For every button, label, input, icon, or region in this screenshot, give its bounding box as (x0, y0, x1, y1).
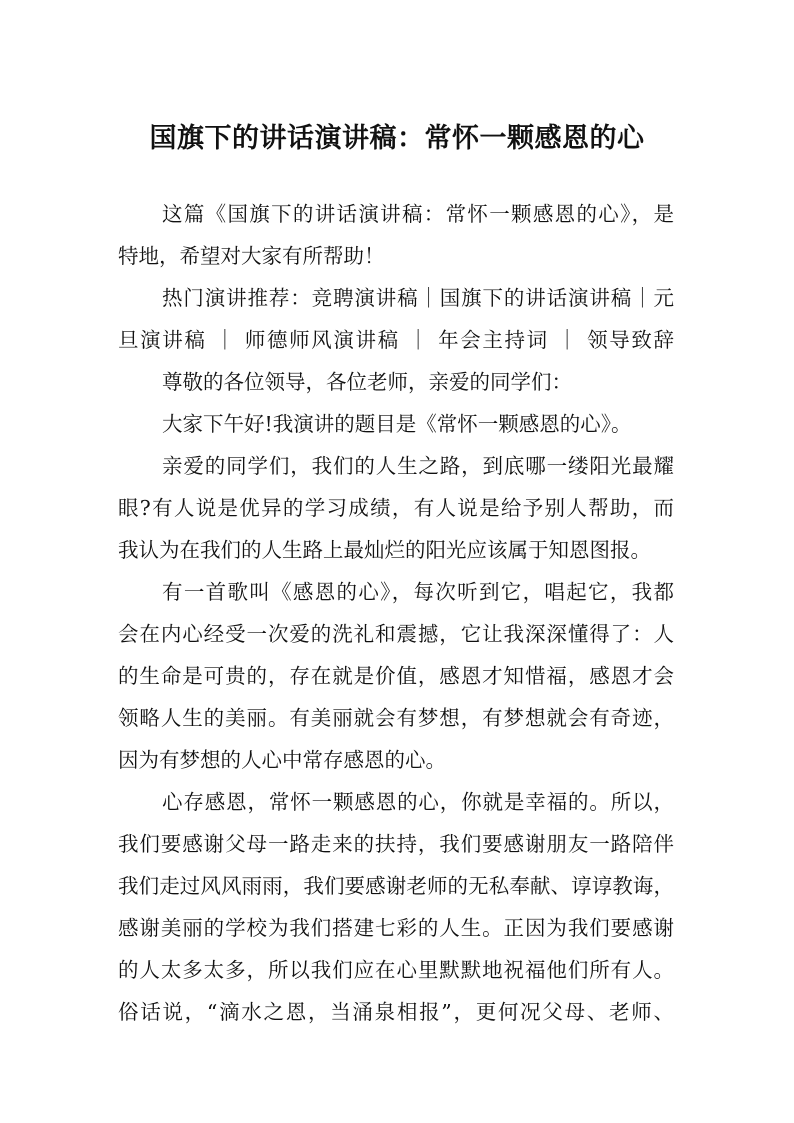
text-line: 热门演讲推荐：竞聘演讲稿｜国旗下的讲话演讲稿｜元 (162, 286, 674, 310)
text-line: 感谢美丽的学校为我们搭建七彩的人生。正因为我们要感谢 (118, 916, 674, 940)
text-line: 有一首歌叫《感恩的心》，每次听到它，唱起它，我都 (162, 580, 674, 604)
text-line: 的人太多太多，所以我们应在心里默默地祝福他们所有人。 (118, 958, 674, 982)
text-line: 亲爱的同学们，我们的人生之路，到底哪一缕阳光最耀 (162, 454, 674, 478)
text-line: 我认为在我们的人生路上最灿烂的阳光应该属于知恩图报。 (118, 538, 651, 562)
text-line: 这篇《国旗下的讲话演讲稿：常怀一颗感恩的心》，是 (162, 202, 674, 226)
text-line: 旦演讲稿 ｜ 师德师风演讲稿 ｜ 年会主持词 ｜ 领导致辞 (118, 328, 674, 352)
document-title: 国旗下的讲话演讲稿：常怀一颗感恩的心 (149, 123, 645, 155)
text-line: 特地，希望对大家有所帮助！ (118, 244, 385, 268)
text-line: 我们走过风风雨雨，我们要感谢老师的无私奉献、谆谆教诲， (118, 874, 674, 898)
document-body (118, 193, 674, 1033)
text-line: 大家下午好!我演讲的题目是《常怀一颗感恩的心》。 (162, 412, 632, 436)
text-line: 因为有梦想的人心中常存感恩的心。 (118, 748, 446, 772)
text-line: 的生命是可贵的，存在就是价值，感恩才知惜福，感恩才会 (118, 664, 674, 688)
text-line: 俗话说，“滴水之恩，当涌泉相报”，更何况父母、老师、 (118, 1000, 674, 1024)
text-line: 眼?有人说是优异的学习成绩，有人说是给予别人帮助，而 (118, 496, 674, 520)
text-line: 我们要感谢父母一路走来的扶持，我们要感谢朋友一路陪伴 (118, 832, 674, 856)
text-line: 尊敬的各位领导，各位老师，亲爱的同学们： (162, 370, 572, 394)
text-line: 会在内心经受一次爱的洗礼和震撼，它让我深深懂得了：人 (118, 622, 674, 646)
text-line: 心存感恩，常怀一颗感恩的心，你就是幸福的。所以， (162, 790, 674, 814)
text-line: 领略人生的美丽。有美丽就会有梦想，有梦想就会有奇迹， (118, 706, 674, 730)
